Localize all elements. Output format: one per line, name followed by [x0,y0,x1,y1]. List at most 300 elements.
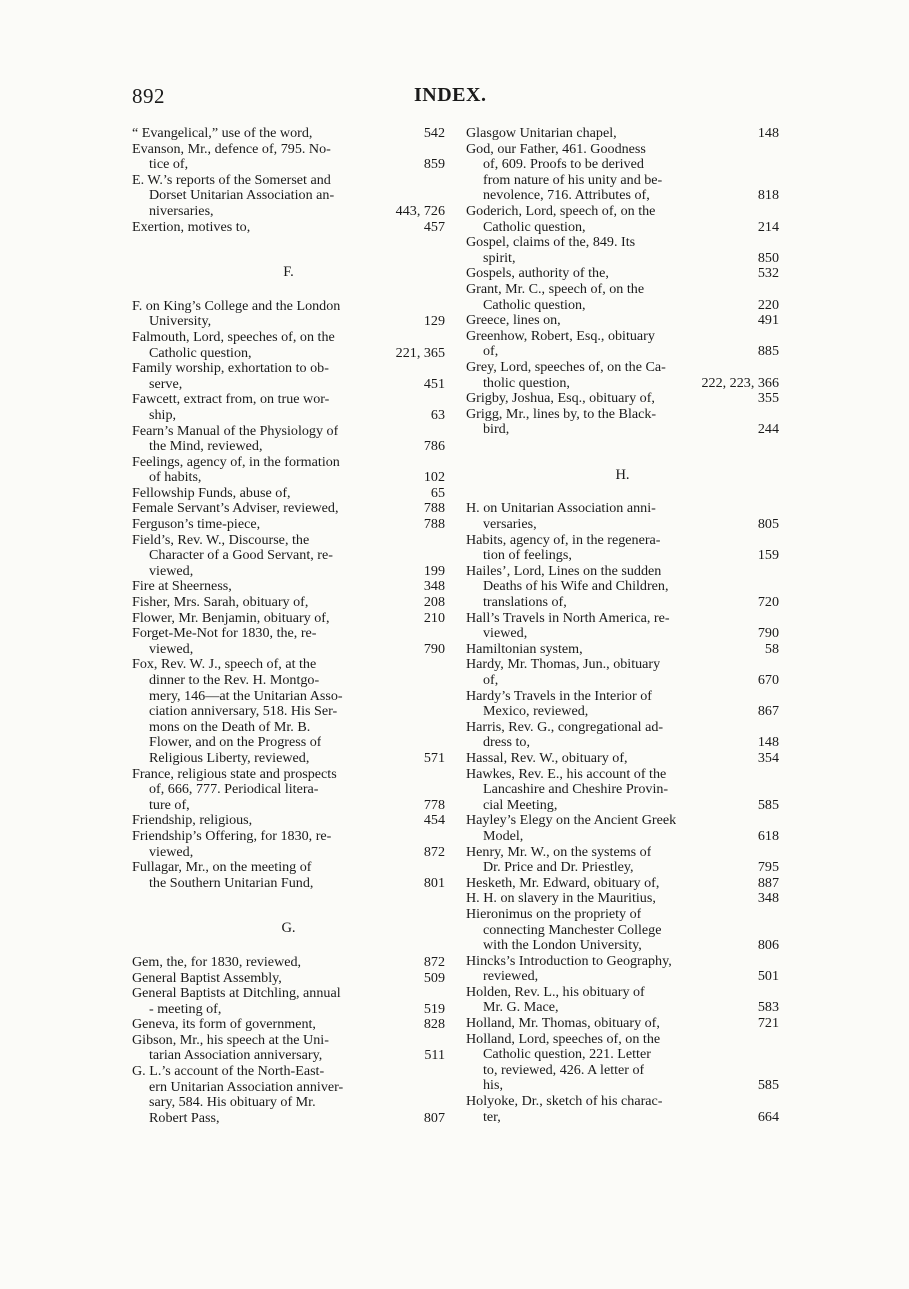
page-ref: 214 [757,218,779,235]
entry-text: ter, [483,1109,501,1125]
index-entry [466,235,779,266]
index-entry [466,845,779,876]
entry-text: Hayley’s Elegy on the Ancient Greek [466,813,677,829]
page-ref: 885 [757,343,779,360]
index-entry [466,1016,779,1032]
entry-text: Fox, Rev. W. J., speech of, at the [132,657,317,673]
entry-text: Catholic question, 221. Letter [483,1047,651,1063]
entry-text: Fellowship Funds, abuse of, [132,485,291,501]
page-ref: 221, 365 [395,344,445,361]
index-line [466,579,779,595]
index-line [466,642,779,658]
index-line [466,720,779,736]
index-line [466,407,779,423]
entry-text: Ferguson’s time-piece, [132,517,261,533]
entry-text: Hardy’s Travels in the Interior of [466,688,652,704]
entry-text: University, [149,314,212,330]
page-ref: 532 [757,265,779,282]
page-ref: 867 [757,703,779,720]
entry-text: Robert Pass, [149,1110,220,1126]
entry-text: Flower, Mr. Benjamin, obituary of, [132,610,330,626]
index-entry [466,360,779,391]
entry-text: ture of, [149,797,190,813]
index-line [132,1048,445,1064]
index-entry [466,329,779,360]
index-line [132,735,445,751]
index-line [132,1033,445,1049]
index-line [132,626,445,642]
page-ref: 443, 726 [395,202,445,219]
index-entry [466,564,779,611]
index-line [132,220,445,236]
index-entry [132,767,445,814]
entry-text: Holland, Mr. Thomas, obituary of, [466,1016,660,1032]
index-line [466,360,779,376]
page-ref: 348 [757,890,779,907]
page-ref: 451 [423,375,445,392]
entry-text: Catholic question, [149,345,252,361]
page-ref: 511 [424,1047,445,1064]
page-ref: 806 [757,937,779,954]
index-line [466,813,779,829]
page-ref: 571 [423,749,445,766]
index-entry [466,611,779,642]
index-line [466,235,779,251]
index-line [132,673,445,689]
page-ref: 583 [757,999,779,1016]
index-entry [466,204,779,235]
page-ref: 208 [423,594,445,611]
entry-text: Mr. G. Mace, [483,1000,559,1016]
index-line [132,564,445,580]
entry-text: ern Unitarian Association anniver- [149,1079,344,1095]
index-line [132,377,445,393]
entry-text: to, reviewed, 426. A letter of [483,1062,645,1078]
index-line [466,220,779,236]
entry-text: Dr. Price and Dr. Priestley, [483,860,634,876]
entry-text: Hailes’, Lord, Lines on the sudden [466,563,662,579]
index-entry [466,407,779,438]
entry-text: the Mind, reviewed, [149,439,263,455]
entry-text: Exertion, motives to, [132,219,251,235]
entry-text: Hardy, Mr. Thomas, Jun., obituary [466,657,661,673]
index-line [132,767,445,783]
index-line [466,173,779,189]
section-letter: G. [281,920,296,937]
entry-text: Hincks’s Introduction to Geography, [466,953,672,969]
entry-text: connecting Manchester College [483,922,662,938]
index-entry [132,595,445,611]
index-entry [132,392,445,423]
entry-text: Fearn’s Manual of the Physiology of [132,423,339,439]
page-ref: 129 [423,313,445,330]
index-line [132,424,445,440]
entry-text: Grigby, Joshua, Esq., obituary of, [466,391,655,407]
index-entry [466,501,779,532]
page-ref: 542 [423,125,445,141]
index-line [132,126,445,142]
index-entry [132,220,445,236]
page-ref: 805 [757,516,779,533]
index-line [466,876,779,892]
index-line [466,938,779,954]
entry-text: Grey, Lord, speeches of, on the Ca- [466,359,666,375]
entry-text: Mexico, reviewed, [483,704,589,720]
index-line [466,501,779,517]
index-line [132,533,445,549]
index-line [466,969,779,985]
entry-text: Field’s, Rev. W., Discourse, the [132,532,310,548]
page-ref: 664 [757,1108,779,1125]
page-ref: 795 [757,859,779,876]
index-entry [132,1017,445,1033]
index-entry [132,361,445,392]
index-line [132,361,445,377]
index-line [466,704,779,720]
page-ref: 790 [423,640,445,657]
section-letter: H. [615,466,630,483]
section-gap [132,281,445,299]
entry-text: Goderich, Lord, speech of, on the [466,203,656,219]
index-line [466,188,779,204]
page-ref: 778 [423,796,445,813]
index-line [132,501,445,517]
page-ref: 807 [423,1109,445,1126]
index-line [132,548,445,564]
entry-text: versaries, [483,517,537,533]
index-line [132,346,445,362]
index-line [466,611,779,627]
entry-text: with the London University, [483,938,642,954]
entry-text: tarian Association anniversary, [149,1048,323,1064]
index-line [132,751,445,767]
index-entry [132,657,445,766]
index-line [132,860,445,876]
entry-text: viewed, [149,844,194,860]
index-line [132,579,445,595]
index-entry [466,907,779,954]
index-line [132,392,445,408]
entry-text: serve, [149,376,183,392]
index-line [132,955,445,971]
index-entry [132,1033,445,1064]
page-ref: 788 [423,516,445,533]
index-line [466,798,779,814]
index-line [132,1095,445,1111]
index-line [466,1063,779,1079]
index-line [132,971,445,987]
index-line [132,1064,445,1080]
entry-text: of, 666, 777. Periodical litera- [149,782,319,798]
index-line [132,408,445,424]
index-column-left [132,126,445,1126]
index-entry [132,813,445,829]
page-ref: 210 [423,609,445,626]
index-line [466,533,779,549]
entry-text: F. on King’s College and the London [132,298,341,314]
index-line [466,344,779,360]
entry-text: Flower, and on the Progress of [149,735,322,751]
index-line [466,595,779,611]
entry-text: Holden, Rev. L., his obituary of [466,984,645,1000]
index-line [132,689,445,705]
index-line [466,376,779,392]
entry-text: the Southern Unitarian Fund, [149,875,314,891]
entry-text: spirit, [483,250,516,266]
entry-text: Hieronimus on the propriety of [466,906,642,922]
index-entry [466,876,779,892]
index-entry [132,579,445,595]
entry-text: ciation anniversary, 518. His Ser- [149,704,338,720]
page-ref: 585 [757,1077,779,1094]
index-line [466,782,779,798]
entry-text: viewed, [483,626,528,642]
section-gap [466,438,779,468]
index-entry [466,767,779,814]
entry-text: Friendship’s Offering, for 1830, re- [132,828,332,844]
page-ref: 859 [423,156,445,173]
section-gap [132,891,445,921]
index-entry [132,486,445,502]
entry-text: Greece, lines on, [466,313,561,329]
page-ref: 887 [757,874,779,891]
page-ref: 457 [423,218,445,235]
page-ref: 354 [757,749,779,766]
index-entry [132,533,445,580]
index-line [132,330,445,346]
index-line [466,422,779,438]
index-line [132,157,445,173]
index-line [132,173,445,189]
page-ref: 788 [423,500,445,517]
index-line [132,1080,445,1096]
page-ref: 790 [757,625,779,642]
page-ref: 670 [757,672,779,688]
entry-text: Fawcett, extract from, on true wor- [132,392,330,408]
page-ref: 454 [423,812,445,829]
entry-text: tion of feelings, [483,548,572,564]
page-title: INDEX. [414,84,487,106]
entry-text: Forget-Me-Not for 1830, the, re- [132,626,317,642]
index-entry [466,891,779,907]
section-gap [132,937,445,955]
index-line [132,720,445,736]
entry-text: of, 609. Proofs to be derived [483,157,644,173]
entry-text: Character of a Good Servant, re- [149,548,333,564]
page-ref: 222, 223, 366 [701,374,779,391]
page-ref: 102 [423,469,445,486]
index-entry [132,173,445,220]
page-ref: 148 [757,734,779,751]
entry-text: ship, [149,407,177,423]
index-line [132,439,445,455]
page-ref: 220 [757,296,779,313]
entry-text: Glasgow Unitarian chapel, [466,126,617,141]
index-entry [132,971,445,987]
index-line [466,657,779,673]
entry-text: Habits, agency of, in the regenera- [466,532,661,548]
page-ref: 63 [430,406,445,423]
index-line [466,282,779,298]
index-line [466,1016,779,1032]
index-entry [466,391,779,407]
index-line [132,611,445,627]
index-line [132,798,445,814]
index-line [132,1002,445,1018]
index-entry [132,626,445,657]
page-ref: 828 [423,1016,445,1033]
page-ref: 348 [423,578,445,595]
index-entry [132,126,445,142]
entry-text: Fisher, Mrs. Sarah, obituary of, [132,595,309,611]
index-line [466,767,779,783]
page-ref: 355 [757,390,779,407]
entry-text: Gospels, authority of the, [466,266,609,282]
entry-text: cial Meeting, [483,797,558,813]
entry-text: of habits, [149,470,202,486]
index-line [466,313,779,329]
index-line [466,626,779,642]
page-ref: 148 [757,125,779,141]
index-line [466,266,779,282]
entry-text: Hesketh, Mr. Edward, obituary of, [466,875,660,891]
index-entry [132,455,445,486]
entry-text: Evanson, Mr., defence of, 795. No- [132,141,331,157]
index-entry [132,142,445,173]
entry-text: G. L.’s account of the North-East- [132,1064,325,1080]
index-entry [466,1032,779,1094]
entry-text: Feelings, agency of, in the formation [132,454,340,470]
entry-text: Henry, Mr. W., on the systems of [466,844,652,860]
index-line [466,204,779,220]
index-line [466,142,779,158]
page-ref: 159 [757,547,779,564]
entry-text: mons on the Death of Mr. B. [149,719,311,735]
page-ref: 199 [423,562,445,579]
page-ref: 818 [757,187,779,204]
entry-text: Model, [483,828,524,844]
entry-text: Holland, Lord, speeches of, on the [466,1031,661,1047]
index-line [132,299,445,315]
index-line [466,329,779,345]
entry-text: bird, [483,422,510,438]
section-gap [132,235,445,265]
entry-text: Lancashire and Cheshire Provin- [483,782,669,798]
index-entry [132,829,445,860]
index-entry [132,517,445,533]
index-line [466,251,779,267]
entry-text: Hall’s Travels in North America, re- [466,610,670,626]
entry-text: Gospel, claims of the, 849. Its [466,235,636,251]
index-entry [466,689,779,720]
page-ref: 801 [423,874,445,891]
index-line [466,907,779,923]
entry-text: General Baptists at Ditchling, annual [132,986,341,1002]
index-line [132,1017,445,1033]
page-ref: 872 [423,843,445,860]
entry-text: Greenhow, Robert, Esq., obituary [466,328,655,344]
entry-text: of, [483,344,499,360]
entry-text: Fire at Sheerness, [132,579,232,595]
index-line [466,829,779,845]
entry-text: translations of, [483,595,567,611]
entry-text: Geneva, its form of government, [132,1017,316,1033]
index-line [466,1047,779,1063]
entry-text: sary, 584. His obituary of Mr. [149,1095,316,1111]
page-ref: 491 [757,312,779,329]
index-line [466,1000,779,1016]
entry-text: viewed, [149,563,194,579]
page-ref: 618 [757,827,779,844]
index-entry [466,282,779,313]
entry-text: Religious Liberty, reviewed, [149,750,310,766]
entry-text: Hawkes, Rev. E., his account of the [466,766,667,782]
index-entry [466,126,779,142]
index-entry [132,330,445,361]
index-line [466,954,779,970]
entry-text: Deaths of his Wife and Children, [483,579,669,595]
index-entry [466,954,779,985]
entry-text: France, religious state and prospects [132,766,337,782]
entry-text: tice of, [149,157,189,173]
entry-text: E. W.’s reports of the Somerset and [132,172,331,188]
index-line [466,1078,779,1094]
page-ref: 244 [757,421,779,438]
page-ref: 585 [757,796,779,813]
entry-text: viewed, [149,641,194,657]
index-entry [132,1064,445,1126]
index-entry [132,299,445,330]
entry-text: nevolence, 716. Attributes of, [483,188,650,204]
index-line [466,548,779,564]
entry-text: niversaries, [149,203,214,219]
index-line [132,142,445,158]
index-line [132,782,445,798]
index-entry [132,424,445,455]
entry-text: Catholic question, [483,297,586,313]
index-entry [132,955,445,971]
entry-text: Holyoke, Dr., sketch of his charac- [466,1094,663,1110]
index-entry [132,501,445,517]
index-entry [132,860,445,891]
entry-text: H. on Unitarian Association anni- [466,501,656,517]
entry-text: Family worship, exhortation to ob- [132,361,329,377]
page-ref: 501 [757,968,779,985]
page-ref: 509 [423,969,445,986]
index-line [132,829,445,845]
entry-text: H. H. on slavery in the Mauritius, [466,891,656,907]
index-line [132,642,445,658]
index-entry [466,985,779,1016]
index-line [132,657,445,673]
entry-text: General Baptist Assembly, [132,970,282,986]
index-line [132,845,445,861]
index-line [132,986,445,1002]
entry-text: Dorset Unitarian Association an- [149,188,335,204]
index-line [466,860,779,876]
index-line [132,813,445,829]
entry-text: Catholic question, [483,219,586,235]
page-ref: 872 [423,953,445,970]
index-entry [132,986,445,1017]
page-ref: 721 [757,1015,779,1032]
entry-text: Female Servant’s Adviser, reviewed, [132,501,339,517]
section-gap [466,483,779,501]
index-line [132,486,445,502]
index-line [466,689,779,705]
entry-text: - meeting of, [149,1001,222,1017]
entry-text: God, our Father, 461. Goodness [466,141,646,157]
